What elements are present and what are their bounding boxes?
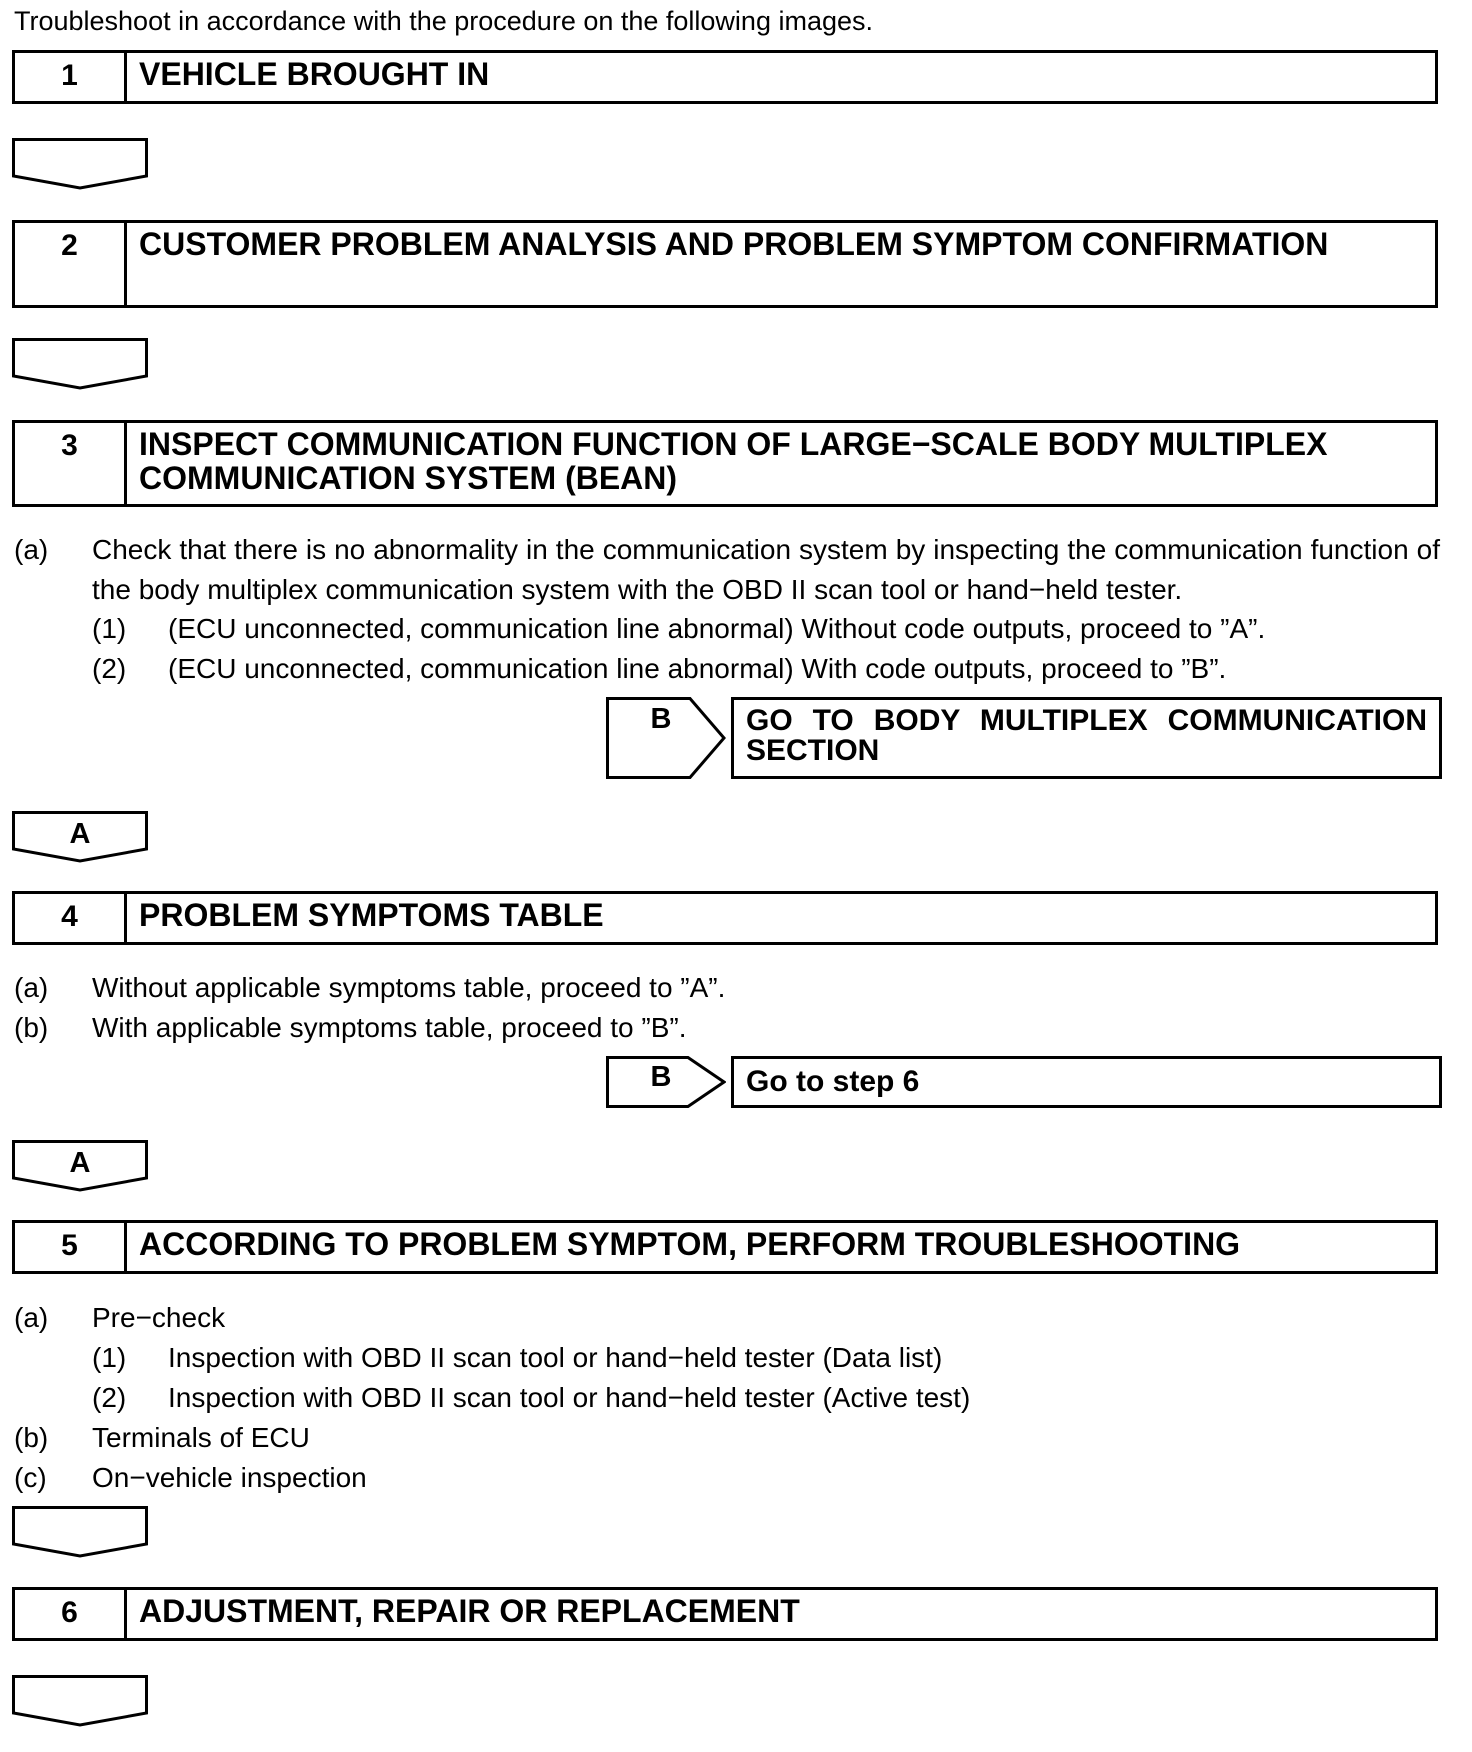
step-number: 6: [15, 1590, 127, 1638]
flow-arrow: [12, 338, 148, 390]
item-text: Without applicable symptoms table, proceed to ”A”.: [92, 972, 726, 1003]
flow-arrow: [12, 1506, 148, 1558]
step-title: ADJUSTMENT, REPAIR OR REPLACEMENT: [139, 1593, 800, 1629]
item-marker: (b): [14, 1012, 49, 1043]
item-marker: (c): [14, 1462, 47, 1493]
flow-arrow-a: [12, 811, 148, 863]
branch-label: B: [650, 703, 672, 735]
subitem-text: (ECU unconnected, communication line abnormal) Without code outputs, proceed to ”A”.: [168, 613, 1266, 644]
item-text: On−vehicle inspection: [92, 1462, 367, 1493]
step-4-box: [12, 891, 1438, 945]
item-marker: (b): [14, 1422, 49, 1453]
arrow-label: A: [69, 818, 91, 850]
subitem-marker: (1): [92, 1342, 127, 1373]
step-3-box: [12, 420, 1438, 507]
subitem-marker: (2): [92, 653, 127, 684]
step-title: ACCORDING TO PROBLEM SYMPTOM, PERFORM TROUBLESHOOTING: [139, 1226, 1241, 1262]
step-title: [139, 427, 1427, 495]
step-number: 2: [15, 223, 127, 305]
step-title: CUSTOMER PROBLEM ANALYSIS AND PROBLEM SYMPTOM CONFIRMATION: [139, 226, 1329, 262]
step-title-line: INSPECT COMMUNICATION FUNCTION OF LARGE−SCALE BODY MULTIPLEX: [139, 426, 1328, 462]
step-title-line: COMMUNICATION SYSTEM (BEAN): [139, 460, 678, 496]
item-text: Check that there is no abnormality in the communication system by inspecting the communication function of the body multiplex communication system with the OBD II scan tool or hand−held tester.: [92, 534, 1440, 605]
item-marker: (a): [14, 972, 49, 1003]
flow-arrow: [12, 1675, 148, 1727]
step-5-box: [12, 1220, 1438, 1274]
step-number: 4: [15, 894, 127, 942]
branch-target-box: [731, 1056, 1442, 1108]
step-number: 5: [15, 1223, 127, 1271]
step-title: PROBLEM SYMPTOMS TABLE: [139, 897, 604, 933]
step-number: 3: [15, 423, 127, 504]
intro-text: Troubleshoot in accordance with the procedure on the following images.: [14, 6, 874, 36]
subitem-text: (ECU unconnected, communication line abnormal) With code outputs, proceed to ”B”.: [168, 653, 1227, 684]
branch-target-line: GO TO BODY MULTIPLEX COMMUNICATION: [746, 704, 1427, 737]
subitem-text: Inspection with OBD II scan tool or hand−held tester (Data list): [168, 1342, 943, 1373]
step-6-box: [12, 1587, 1438, 1641]
step-title: VEHICLE BROUGHT IN: [139, 56, 490, 92]
step-number: 1: [15, 53, 127, 101]
item-marker: (a): [14, 1302, 49, 1333]
subitem-marker: (1): [92, 613, 127, 644]
flow-arrow: [12, 138, 148, 190]
branch-target-line: SECTION: [746, 734, 880, 767]
step-2-box: [12, 220, 1438, 308]
subitem-text: Inspection with OBD II scan tool or hand−held tester (Active test): [168, 1382, 971, 1413]
item-text: With applicable symptoms table, proceed to ”B”.: [92, 1012, 687, 1043]
arrow-label: A: [69, 1147, 91, 1179]
subitem-marker: (2): [92, 1382, 127, 1413]
item-text: Pre−check: [92, 1302, 226, 1333]
branch-target-text: Go to step 6: [746, 1065, 920, 1098]
flow-arrow-a: [12, 1140, 148, 1192]
branch-target-box: [731, 697, 1442, 779]
step-1-box: [12, 50, 1438, 104]
item-text: Terminals of ECU: [92, 1422, 310, 1453]
branch-label: B: [650, 1061, 672, 1093]
item-marker: (a): [14, 534, 49, 565]
